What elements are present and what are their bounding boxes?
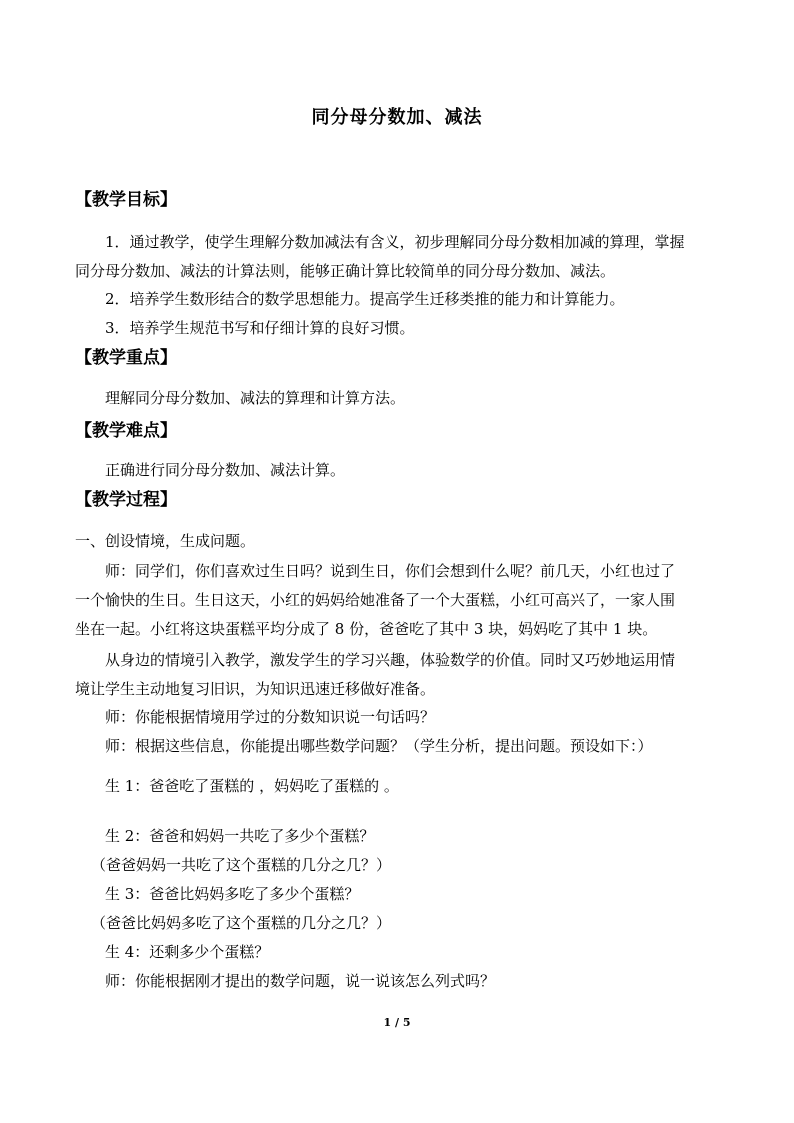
- objective-3: 3．培养学生规范书写和仔细计算的良好习惯。: [105, 319, 415, 337]
- difficulty-text: 正确进行同分母分数加、减法计算。: [105, 461, 346, 479]
- process-heading: 【教学过程】: [75, 490, 177, 510]
- design-note-line-1: 从身边的情境引入教学，激发学生的学习兴趣，体验数学的价值。同时又巧妙地运用情: [105, 651, 676, 669]
- teacher-question-3: 师：你能根据刚才提出的数学问题，说一说该怎么列式吗？: [105, 972, 496, 990]
- page-number: 1 / 5: [383, 1016, 411, 1029]
- teacher-question-1: 师：你能根据情境用学过的分数知识说一句话吗？: [105, 708, 436, 726]
- teacher-paragraph-1-line-3: 坐在一起。小红将这块蛋糕平均分成了 8 份，爸爸吃了其中 3 块，妈妈吃了其中 1 块。: [75, 620, 658, 638]
- teacher-question-2: 师：根据这些信息，你能提出哪些数学问题？（学生分析，提出问题。预设如下：）: [105, 737, 653, 755]
- student-1-answer: 生 1：爸爸吃了蛋糕的 ，妈妈吃了蛋糕的 。: [105, 777, 399, 795]
- student-4-answer: 生 4：还剩多少个蛋糕？: [105, 943, 270, 961]
- student-2-answer: 生 2：爸爸和妈妈一共吃了多少个蛋糕？: [105, 827, 375, 845]
- student-2-note: （爸爸妈妈一共吃了这个蛋糕的几分之几？）: [91, 856, 392, 874]
- key-points-heading: 【教学重点】: [75, 348, 177, 368]
- student-3-note: （爸爸比妈妈多吃了这个蛋糕的几分之几？）: [91, 914, 392, 932]
- process-step-1: 一、创设情境，生成问题。: [75, 532, 256, 550]
- teacher-paragraph-1-line-1: 师：同学们，你们喜欢过生日吗？说到生日，你们会想到什么呢？前几天，小红也过了: [105, 562, 676, 580]
- page-title: 同分母分数加、减法: [311, 107, 483, 128]
- difficulty-heading: 【教学难点】: [75, 421, 177, 441]
- objectives-heading: 【教学目标】: [75, 190, 177, 210]
- teacher-paragraph-1-line-2: 一个愉快的生日。生日这天，小红的妈妈给她准备了一个大蛋糕，小红可高兴了，一家人围: [75, 591, 676, 609]
- objective-1-line-1: 1．通过教学，使学生理解分数加减法有含义，初步理解同分母分数相加减的算理，掌握: [105, 233, 685, 251]
- key-points-text: 理解同分母分数加、减法的算理和计算方法。: [105, 389, 406, 407]
- student-3-answer: 生 3：爸爸比妈妈多吃了多少个蛋糕？: [105, 885, 360, 903]
- objective-2: 2．培养学生数形结合的数学思想能力。提高学生迁移类推的能力和计算能力。: [105, 290, 625, 308]
- design-note-line-2: 境让学生主动地复习旧识，为知识迅速迁移做好准备。: [75, 680, 436, 698]
- objective-1-line-2: 同分母分数加、减法的计算法则，能够正确计算比较简单的同分母分数加、减法。: [75, 262, 616, 280]
